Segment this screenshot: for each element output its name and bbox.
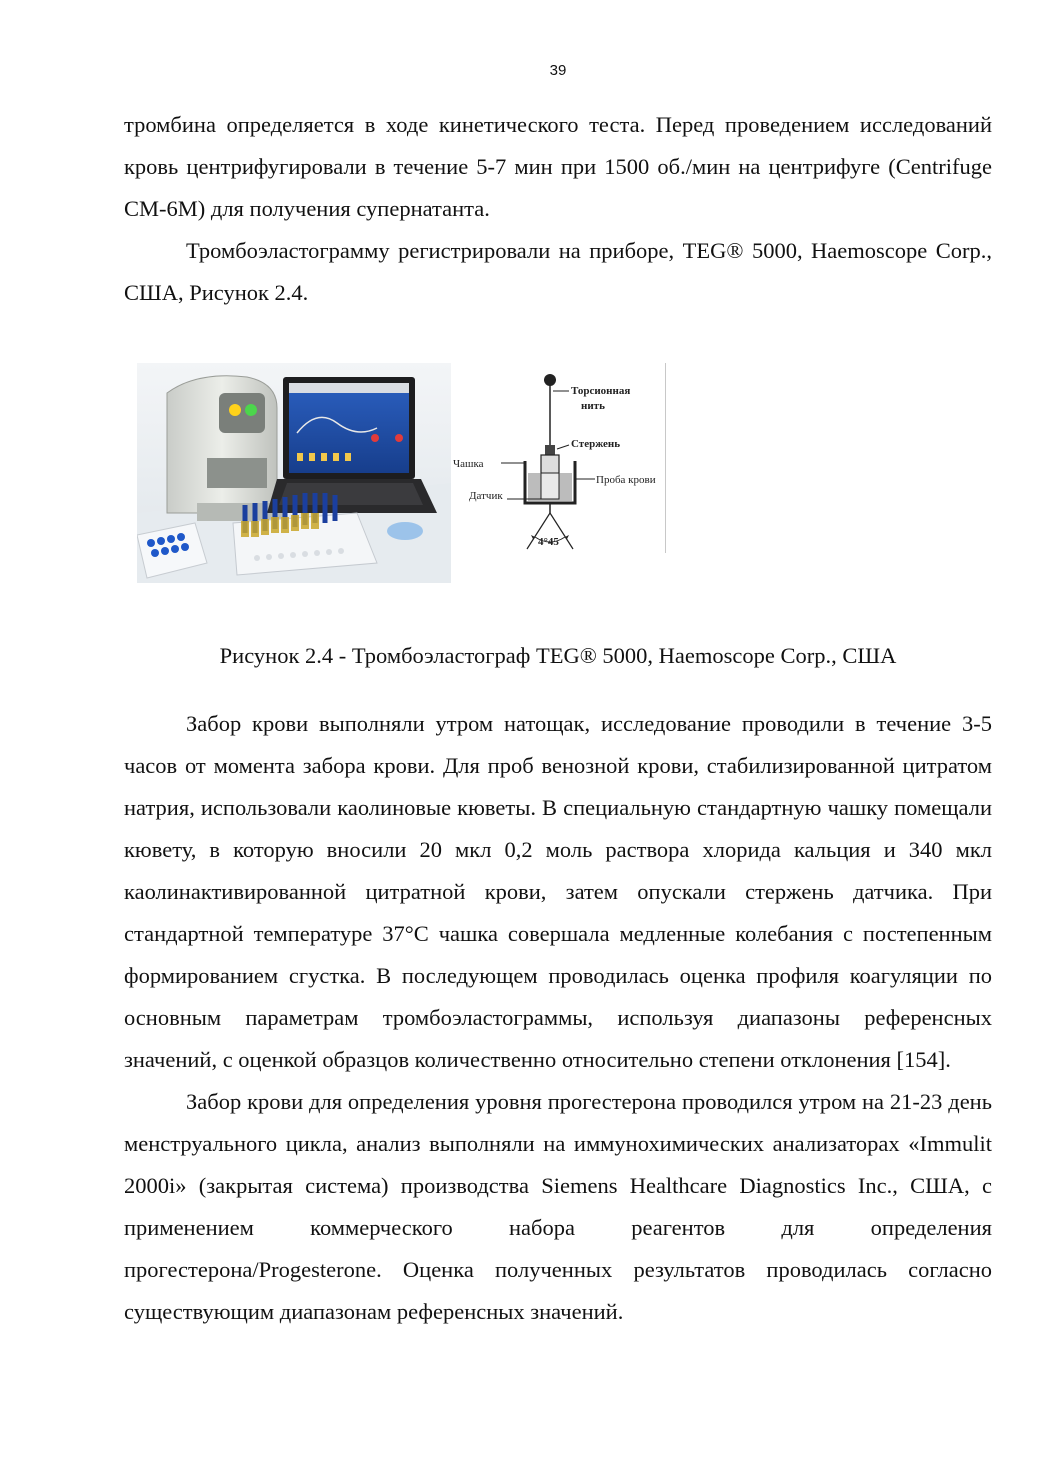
torsion-wire-weight — [544, 374, 556, 386]
teg-principle-diagram — [451, 363, 666, 553]
label-torsion-line1: Торсионная — [571, 385, 631, 397]
text-block-top — [124, 104, 992, 314]
label-cup: Чашка — [453, 458, 484, 470]
paragraph: тромбина определяется в ходе кинетического теста. Перед проведением исследований кровь центрифугировали в течение 5-7 мин при 1500 об./мин на центрифуге (Centrifuge СМ-6М) для получения супернатанта. — [124, 112, 992, 221]
paragraph: Забор крови для определения уровня прогестерона проводился утром на 21-23 день менструального цикла, анализ выполняли на иммунохимических анализаторах «Immulit 2000i» (закрытая система) производства Siemens Healthcare Diagnostics Inc., США, с применением коммерческого набора реагентов для определения прогестерона/Progesterone. Оценка полученных результатов проводилась согласно существующим диапазонам референсных значений. — [124, 1089, 992, 1324]
teg-device-photo — [137, 363, 451, 583]
label-rod: Стержень — [571, 438, 621, 450]
label-blood-sample: Проба крови — [596, 474, 656, 486]
figure-teg-5000 — [137, 363, 667, 583]
label-angle: 4°45 — [538, 536, 559, 548]
text-block-bottom — [124, 703, 992, 1333]
page-number: 39 — [549, 62, 567, 79]
paragraph: Забор крови выполняли утром натощак, исследование проводили в течение 3-5 часов от момента забора крови. Для проб венозной крови, стабилизированной цитратом натрия, использовали каолиновые кюветы. В специальную стандартную чашку помещали кювету, в которую вносили 20 мкл 0,2 моль раствора хлорида кальция и 340 мкл каолинактивированной цитратной крови, затем опускали стержень датчика. При стандартной температуре 37°С чашка совершала медленные колебания с постепенным формированием сгустка. В последующем проводилась оценка профиля коагуляции по основным параметрам тромбоэластограммы, используя диапазоны референсных значений, с оценкой образцов количественно относительно степени отклонения [154]. — [124, 711, 992, 1072]
paragraph: Тромбоэластограмму регистрировали на приборе, TEG® 5000, Haemoscope Corp., США, Рисунок 2.4. — [124, 238, 992, 305]
figure-caption: Рисунок 2.4 - Тромбоэластограф TEG® 5000, Haemoscope Corp., США — [219, 643, 897, 668]
label-sensor: Датчик — [469, 490, 503, 502]
label-torsion-line2: нить — [581, 400, 605, 412]
